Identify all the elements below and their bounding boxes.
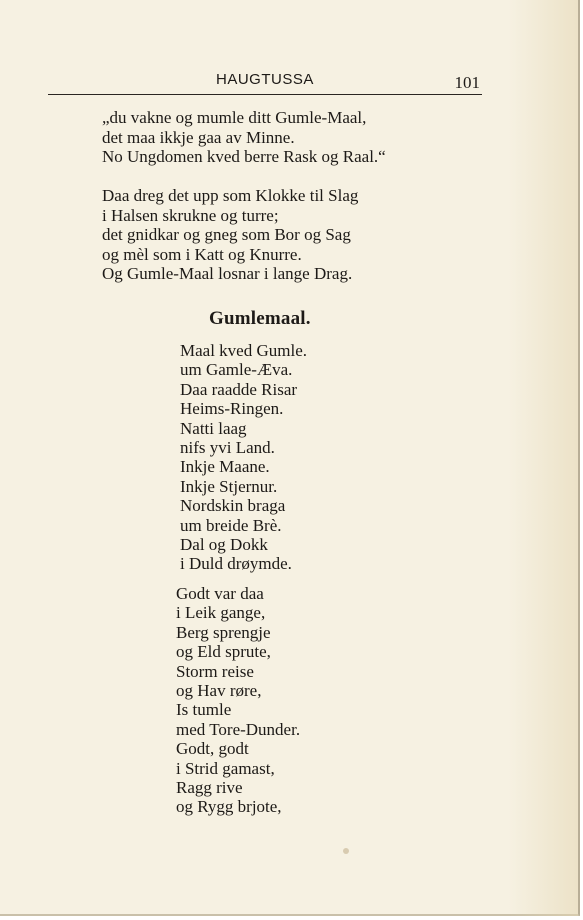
page-edge-stain <box>508 0 578 916</box>
verse-line: Og Gumle-Maal losnar i lange Drag. <box>102 264 353 283</box>
verse-line: No Ungdomen kved berre Rask og Raal.“ <box>102 147 386 166</box>
verse-line: um Gamle-Æva. <box>180 360 293 380</box>
poem-stanza-2 <box>176 584 300 817</box>
verse-line: og Hav røre, <box>176 681 262 701</box>
verse-line: Daa dreg det upp som Klokke til Slag <box>102 186 359 205</box>
verse-line: i Strid gamast, <box>176 758 275 778</box>
verse-line: Storm reise <box>176 661 254 681</box>
verse-line: i Leik gange, <box>176 603 266 623</box>
running-head: HAUGTUSSA <box>216 71 314 88</box>
verse-line: Inkje Stjernur. <box>180 476 278 496</box>
verse-line: Dal og Dokk <box>180 535 268 555</box>
intro-stanza-2 <box>102 186 358 284</box>
verse-line: og Rygg brjote, <box>176 797 282 817</box>
verse-line: Godt, godt <box>176 739 249 759</box>
verse-line: Ragg rive <box>176 778 243 798</box>
verse-line: um breide Brè. <box>180 515 282 535</box>
verse-line: med Tore-Dunder. <box>176 719 301 739</box>
verse-line: i Duld drøymde. <box>180 554 292 574</box>
verse-line: Is tumle <box>176 700 232 720</box>
poem-stanza-1 <box>180 341 307 574</box>
verse-line: nifs yvi Land. <box>180 438 275 458</box>
verse-line: i Halsen skrukne og turre; <box>102 205 279 225</box>
page-number: 101 <box>454 73 480 92</box>
verse-line: og mèl som i Katt og Knurre. <box>102 244 302 264</box>
verse-line: Heims-Ringen. <box>180 399 284 419</box>
page-header <box>48 70 482 95</box>
poem-title: Gumlemaal. <box>209 308 311 329</box>
verse-line: det gnidkar og gneg som Bor og Sag <box>102 225 351 244</box>
verse-line: Nordskin braga <box>180 496 286 516</box>
paper-speck <box>343 848 349 854</box>
verse-line: Inkje Maane. <box>180 457 270 477</box>
verse-line: „du vakne og mumle ditt Gumle-Maal, <box>102 108 367 127</box>
verse-line: Daa raadde Risar <box>180 379 298 399</box>
verse-line: Natti laag <box>180 418 247 438</box>
verse-line: Berg sprengje <box>176 622 271 642</box>
intro-stanza-1 <box>102 108 386 167</box>
verse-line: det maa ikkje gaa av Minne. <box>102 127 295 147</box>
verse-line: og Eld sprute, <box>176 642 271 662</box>
verse-line: Maal kved Gumle. <box>180 341 307 360</box>
verse-line: Godt var daa <box>176 584 264 603</box>
